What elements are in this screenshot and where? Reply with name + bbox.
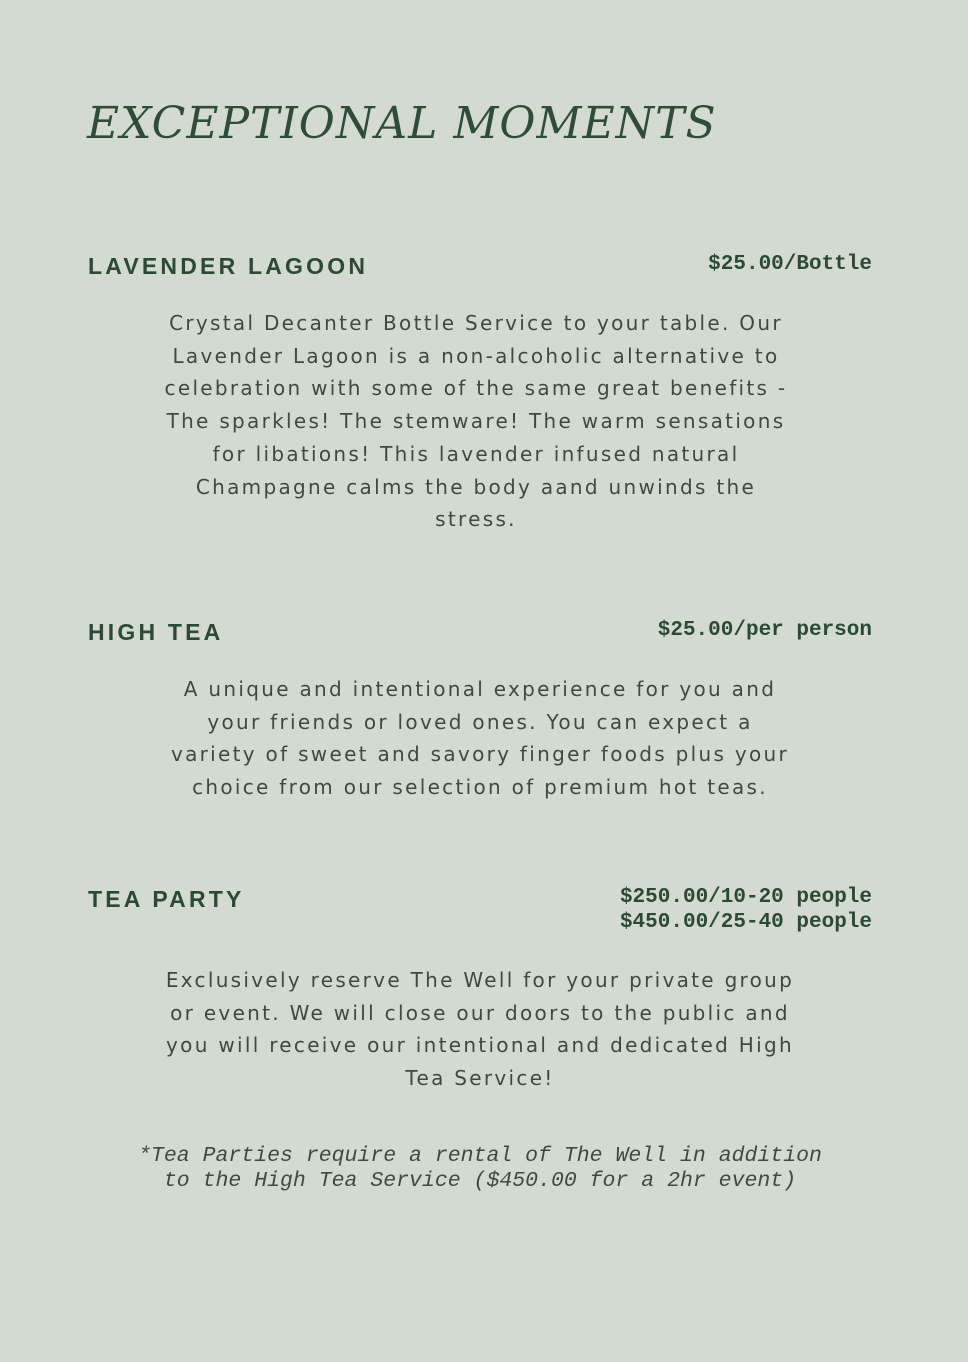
description-line: The sparkles! The stemware! The warm sensations bbox=[166, 409, 786, 434]
item-description bbox=[140, 964, 820, 1095]
item-name: HIGH TEA bbox=[88, 619, 224, 645]
page-title: EXCEPTIONAL MOMENTS bbox=[87, 98, 717, 149]
description-line: A unique and intentional experience for you and bbox=[183, 677, 777, 701]
price-line: $250.00/10-20 people bbox=[619, 886, 872, 909]
item-price bbox=[620, 885, 872, 935]
item-price bbox=[658, 618, 872, 643]
description-line: stress. bbox=[435, 507, 517, 532]
item-description bbox=[140, 673, 820, 804]
footnote-line: *Tea Parties require a rental of The Well in addition bbox=[138, 1144, 822, 1168]
footnote-line: to the High Tea Service ($450.00 for a 2hr event) bbox=[163, 1169, 797, 1193]
price-line: $450.00/25-40 people bbox=[619, 911, 872, 934]
description-line: Exclusively reserve The Well for your private group bbox=[165, 968, 795, 992]
description-line: Champagne calms the body aand unwinds the bbox=[195, 474, 757, 499]
description-line: Crystal Decanter Bottle Service to your table. Our bbox=[169, 311, 783, 335]
description-line: for libations! This lavender infused natural bbox=[212, 441, 740, 466]
description-line: you will receive our intentional and dedicated High bbox=[166, 1033, 794, 1058]
description-line: Tea Service! bbox=[405, 1066, 555, 1091]
footnote bbox=[80, 1144, 880, 1194]
description-line: or event. We will close our doors to the public and bbox=[170, 1000, 790, 1025]
price-line: $25.00/Bottle bbox=[708, 253, 872, 276]
item-price bbox=[708, 252, 872, 277]
description-line: your friends or loved ones. You can expect a bbox=[207, 709, 753, 734]
description-line: Lavender Lagoon is a non-alcoholic alternative to bbox=[172, 343, 780, 368]
item-name: TEA PARTY bbox=[88, 886, 245, 912]
item-description bbox=[136, 307, 816, 536]
description-line: variety of sweet and savory finger foods plus your bbox=[170, 742, 790, 767]
description-line: choice from our selection of premium hot teas. bbox=[192, 775, 768, 800]
description-line: celebration with some of the same great benefits - bbox=[164, 376, 788, 401]
item-name: LAVENDER LAGOON bbox=[88, 253, 369, 279]
price-line: $25.00/per person bbox=[657, 619, 872, 642]
